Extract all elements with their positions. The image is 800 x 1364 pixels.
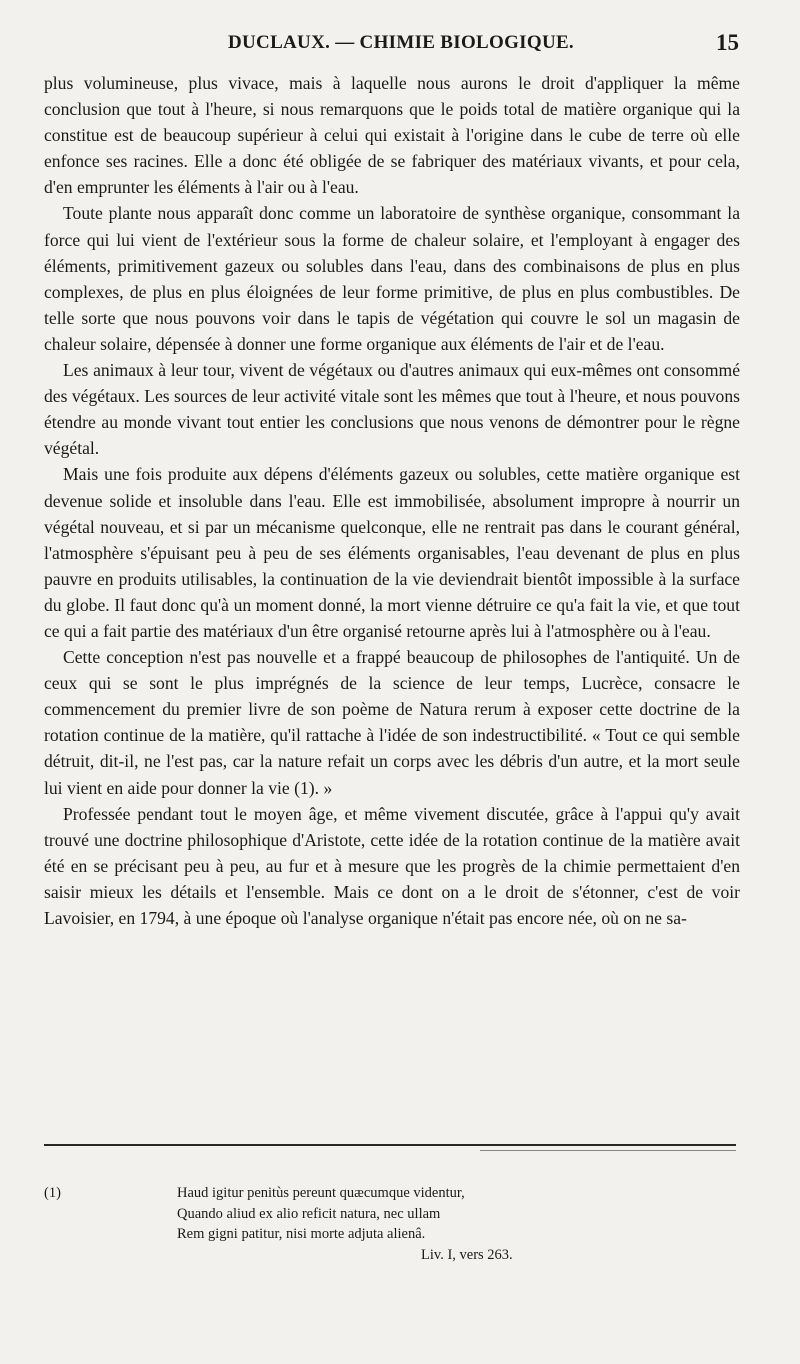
footnote-divider-secondary bbox=[480, 1150, 736, 1151]
paragraph: Les animaux à leur tour, vivent de végétaux ou d'autres animaux qui eux-mêmes ont consommé des végétaux. Les sources de leur activité vitale sont les mêmes que tout à l'heure, et nous pouvons étendre au monde vivant tout entier les conclusions que nous venons de démontrer pour le règne végétal. bbox=[44, 360, 740, 459]
footnote-divider bbox=[44, 1144, 736, 1146]
footnote-line: Haud igitur penitùs pereunt quæcumque videntur, bbox=[177, 1185, 465, 1201]
footnote-mark: (1) bbox=[44, 1185, 61, 1201]
body-text bbox=[44, 70, 740, 931]
footnote-reference: Liv. I, vers 263. bbox=[421, 1246, 513, 1263]
footnote-line: Rem gigni patitur, nisi morte adjuta alienâ. bbox=[177, 1226, 426, 1242]
paragraph: Cette conception n'est pas nouvelle et a frappé beaucoup de philosophes de l'antiquité. Un de ceux qui se sont le plus imprégnés de la science de leur temps, Lucrèce, consacre le commencement du premier livre de son poème de Natura rerum à exposer cette doctrine de la rotation continue de la matière, qu'il rattache à l'idée de son indestructibilité. « Tout ce qui semble détruit, dit-il, ne l'est pas, car la nature refait un corps avec les débris d'un autre, et la mort seule lui vient en aide pour donner la vie (1). » bbox=[44, 647, 740, 798]
footnote-verse bbox=[177, 1183, 697, 1265]
page-number: 15 bbox=[716, 30, 739, 55]
paragraph: Professée pendant tout le moyen âge, et même vivement discutée, grâce à l'appui qu'y avait trouvé une doctrine philosophique d'Aristote, cette idée de la rotation continue de la matière avait été en se précisant peu à peu, au fur et à mesure que les progrès de la chimie permettaient d'en saisir mieux les détails et l'ensemble. Mais ce dont on a le droit de s'étonner, c'est de voir Lavoisier, en 1794, à une époque où l'analyse organique n'était pas encore née, où on ne sa- bbox=[44, 803, 740, 928]
paragraph: Toute plante nous apparaît donc comme un laboratoire de synthèse organique, consommant la force qui lui vient de l'extérieur sous la forme de chaleur solaire, et l'employant à engager des éléments, primitivement gazeux ou solubles dans l'eau, dans des combinaisons de plus en plus complexes, de plus en plus éloignées de leur forme primitive, de plus en plus combustibles. De telle sorte que nous pouvons voir dans le tapis de végétation qui couvre le sol un magasin de chaleur solaire, dépensée à donner une forme organique aux éléments de l'air et de l'eau. bbox=[44, 203, 740, 354]
paragraph: plus volumineuse, plus vivace, mais à laquelle nous aurons le droit d'appliquer la même conclusion que tout à l'heure, si nous remarquons que le poids total de matière organique qui la constitue est de beaucoup supérieur à celui qui existait à l'origine dans le cube de terre où elle enfonce ses racines. Elle a donc été obligée de se fabriquer des matériaux vivants, et pour cela, d'en emprunter les éléments à l'air ou à l'eau. bbox=[44, 73, 740, 198]
running-title: DUCLAUX. — CHIMIE BIOLOGIQUE. bbox=[228, 32, 574, 53]
footnote-line: Quando aliud ex alio reficit natura, nec ullam bbox=[177, 1205, 441, 1222]
page-header bbox=[0, 32, 800, 56]
paragraph: Mais une fois produite aux dépens d'éléments gazeux ou solubles, cette matière organique est devenue solide et insoluble dans l'eau. Elle est immobilisée, absolument impropre à nourrir un végétal nouveau, et si par un mécanisme quelconque, elle ne rentrait pas dans le courant général, l'atmosphère s'épuisant peu à peu de ses éléments organisables, l'eau devenant de plus en plus pauvre en produits utilisables, la continuation de la vie deviendrait bientôt impossible à la surface du globe. Il faut donc qu'à un moment donné, la mort vienne détruire ce qu'a fait la vie, et que tout ce qui a fait partie des matériaux d'un être organisé retourne après lui à l'atmosphère ou à l'eau. bbox=[44, 464, 740, 641]
